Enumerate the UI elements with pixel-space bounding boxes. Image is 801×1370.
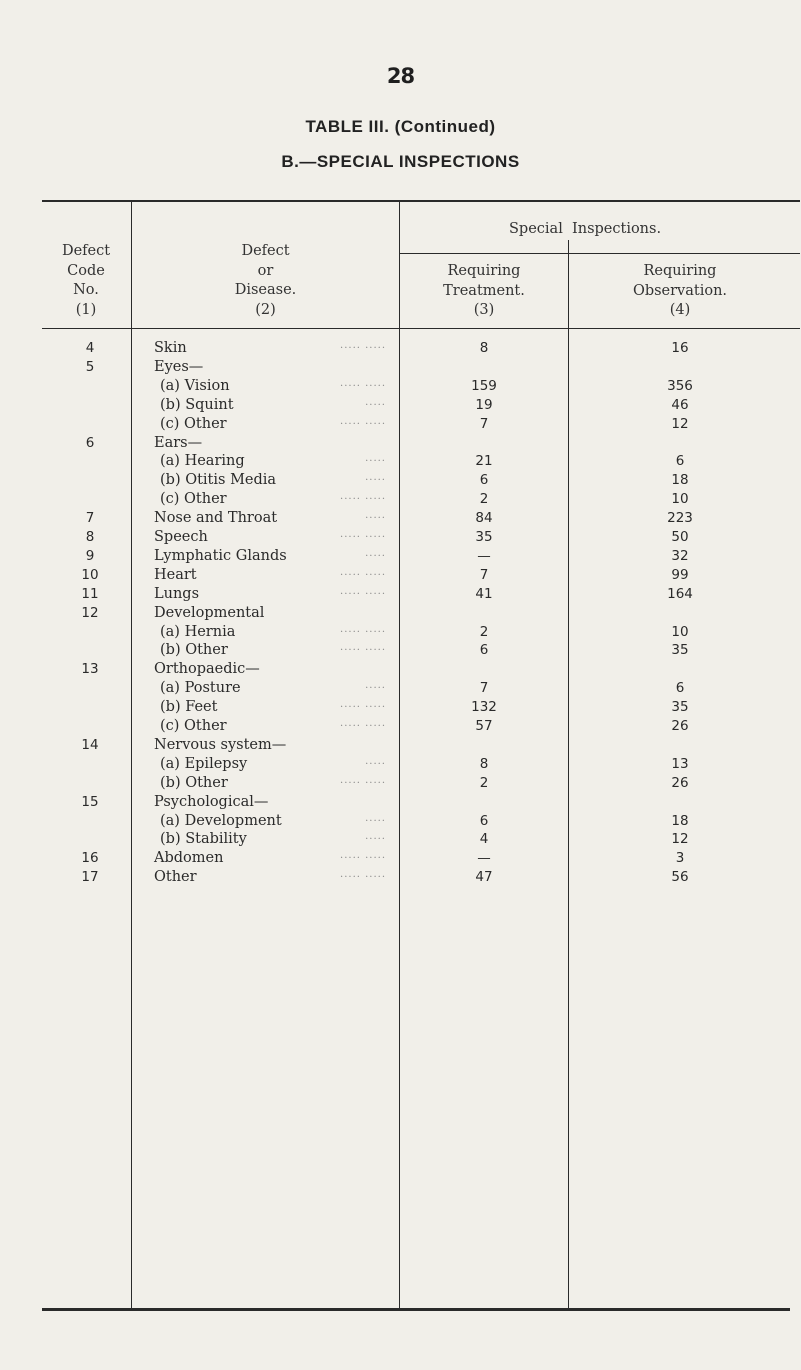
treatment-cell: 8 <box>479 340 489 356</box>
defect-code-cell: 11 <box>81 585 99 602</box>
header-code-line: No. <box>73 282 99 298</box>
defect-label-cell: Skin <box>154 340 187 356</box>
header-code-line: (1) <box>75 301 97 318</box>
defect-label-cell: Other <box>154 869 197 886</box>
leader-dots: ..... <box>365 812 386 824</box>
treatment-cell: 35 <box>475 529 493 545</box>
observation-cell: 6 <box>675 453 685 470</box>
treatment-cell: — <box>477 547 491 564</box>
header-disease <box>132 242 399 320</box>
treatment-cell: 6 <box>479 472 489 489</box>
header-treatment-line: Requiring <box>447 263 521 279</box>
treatment-cell: 41 <box>475 585 493 602</box>
observation-cell: 16 <box>671 340 689 356</box>
treatment-cell: 2 <box>479 623 489 640</box>
treatment-cell: 2 <box>479 491 489 508</box>
defect-code-cell: 7 <box>85 510 95 527</box>
header-disease-line: Defect <box>241 243 290 259</box>
table-subtitle: B.—SPECIAL INSPECTIONS <box>281 152 520 171</box>
defect-label-cell: Ears— <box>154 434 203 451</box>
observation-cell: 12 <box>671 415 689 432</box>
leader-dots: ..... ..... <box>340 774 386 786</box>
observation-cell: 12 <box>671 831 689 848</box>
header-code-line: Code <box>67 262 105 279</box>
table-top-rule <box>42 200 800 202</box>
leader-dots: ..... ..... <box>340 415 386 427</box>
observation-cell: 26 <box>671 718 689 734</box>
observation-cell: 99 <box>671 566 689 583</box>
leader-dots: ..... ..... <box>340 850 386 862</box>
defect-label-cell: (a) Development <box>160 812 282 829</box>
header-disease-line: (2) <box>255 301 276 318</box>
treatment-cell: 8 <box>479 755 489 772</box>
treatment-cell: 6 <box>479 812 489 829</box>
header-observation <box>570 262 790 321</box>
header-treatment <box>400 262 568 321</box>
observation-cell: 223 <box>667 510 693 527</box>
treatment-cell: 2 <box>479 774 489 791</box>
leader-dots: ..... <box>365 547 386 559</box>
defect-code-cell: 10 <box>81 566 99 583</box>
leader-dots: ..... <box>365 396 386 408</box>
table-title: TABLE III. (Continued) <box>305 117 496 136</box>
header-treatment-line: (3) <box>473 302 495 318</box>
defect-label-cell: Abdomen <box>154 850 224 867</box>
observation-cell: 46 <box>671 396 689 413</box>
table-row <box>0 869 801 891</box>
defect-label-cell: (a) Epilepsy <box>160 755 248 772</box>
header-code <box>42 242 130 320</box>
leader-dots: ..... <box>365 472 386 484</box>
defect-label-cell: (b) Squint <box>160 396 234 413</box>
special-split-rule <box>400 253 800 254</box>
defect-code-cell: 15 <box>81 793 99 810</box>
leader-dots: ..... <box>365 831 386 843</box>
treatment-cell: 6 <box>479 642 489 659</box>
defect-label-cell: Lungs <box>154 585 200 602</box>
defect-label-cell: (b) Other <box>160 774 228 791</box>
defect-code-cell: 5 <box>85 358 95 375</box>
defect-label-cell: Nervous system— <box>154 736 287 753</box>
header-treatment-line: Treatment. <box>443 282 525 299</box>
defect-label-cell: Speech <box>154 529 208 545</box>
leader-dots: ..... ..... <box>340 566 386 578</box>
treatment-cell: 57 <box>475 718 493 734</box>
treatment-cell: 159 <box>471 377 497 394</box>
defect-label-cell: Lymphatic Glands <box>154 547 287 564</box>
leader-dots: ..... ..... <box>340 529 386 540</box>
header-observation-line: Observation. <box>632 282 728 299</box>
defect-label-cell: (a) Hearing <box>160 453 245 470</box>
leader-dots: ..... ..... <box>340 491 386 503</box>
defect-label-cell: Developmental <box>154 604 265 621</box>
defect-label-cell: (c) Other <box>160 415 227 432</box>
leader-dots: ..... <box>365 755 386 767</box>
defect-code-cell: 12 <box>81 604 99 621</box>
defect-label-cell: (b) Feet <box>160 699 218 716</box>
defect-label-cell: (c) Other <box>160 491 227 508</box>
observation-cell: 13 <box>671 755 689 772</box>
header-disease-line: or <box>257 262 274 279</box>
defect-label-cell: (b) Otitis Media <box>160 472 277 489</box>
leader-dots: ..... ..... <box>340 340 386 351</box>
observation-cell: 356 <box>667 377 693 394</box>
leader-dots: ..... <box>365 510 386 522</box>
defect-code-cell: 9 <box>85 547 95 564</box>
defect-code-cell: 14 <box>81 736 99 753</box>
defect-code-cell: 17 <box>81 869 99 886</box>
header-disease-line: Disease. <box>234 282 297 298</box>
treatment-cell: 4 <box>479 831 489 848</box>
treatment-cell: 7 <box>479 566 489 583</box>
defect-label-cell: Heart <box>154 566 197 583</box>
defect-label-cell: Psychological— <box>154 793 269 810</box>
observation-cell: 6 <box>675 680 685 697</box>
defect-label-cell: (a) Posture <box>160 680 241 697</box>
defect-label-cell: (a) Hernia <box>160 623 236 640</box>
defect-label-cell: Eyes— <box>154 358 204 375</box>
header-special: Special <box>509 221 563 237</box>
leader-dots: ..... <box>365 453 386 465</box>
header-bottom-rule <box>42 328 800 329</box>
defect-code-cell: 8 <box>85 529 95 545</box>
treatment-cell: — <box>477 850 491 867</box>
treatment-cell: 47 <box>475 869 493 886</box>
defect-label-cell: (b) Stability <box>160 831 247 848</box>
defect-label-cell: (b) Other <box>160 642 228 659</box>
treatment-cell: 7 <box>479 415 489 432</box>
observation-cell: 10 <box>671 491 689 508</box>
leader-dots: ..... ..... <box>340 377 386 389</box>
treatment-cell: 84 <box>475 510 493 527</box>
page-number: 28 <box>386 64 415 88</box>
table-bottom-rule <box>42 1308 790 1311</box>
leader-dots: ..... ..... <box>340 623 386 635</box>
header-observation-line: (4) <box>669 302 691 318</box>
defect-code-cell: 6 <box>85 434 95 451</box>
observation-cell: 35 <box>671 642 689 659</box>
defect-code-cell: 13 <box>81 661 99 678</box>
observation-cell: 18 <box>671 472 689 489</box>
defect-label-cell: (a) Vision <box>160 377 230 394</box>
treatment-cell: 21 <box>475 453 493 470</box>
treatment-cell: 7 <box>479 680 489 697</box>
header-code-line: Defect <box>61 243 111 259</box>
defect-label-cell: Orthopaedic— <box>154 661 260 678</box>
observation-cell: 18 <box>671 812 689 829</box>
leader-dots: ..... ..... <box>340 642 386 654</box>
defect-label-cell: (c) Other <box>160 718 227 734</box>
treatment-cell: 132 <box>471 699 497 716</box>
leader-dots: ..... ..... <box>340 585 386 597</box>
observation-cell: 164 <box>667 585 693 602</box>
observation-cell: 3 <box>675 850 685 867</box>
leader-dots: ..... ..... <box>340 869 386 881</box>
defect-code-cell: 16 <box>81 850 99 867</box>
treatment-cell: 19 <box>475 396 493 413</box>
leader-dots: ..... ..... <box>340 699 386 711</box>
defect-label-cell: Nose and Throat <box>154 510 278 527</box>
observation-cell: 50 <box>671 529 689 545</box>
defect-code-cell: 4 <box>85 340 95 356</box>
header-observation-line: Requiring <box>643 263 717 279</box>
observation-cell: 35 <box>671 699 689 716</box>
observation-cell: 26 <box>671 774 689 791</box>
leader-dots: ..... <box>365 680 386 692</box>
observation-cell: 32 <box>671 547 689 564</box>
observation-cell: 56 <box>671 869 689 886</box>
observation-cell: 10 <box>671 623 689 640</box>
header-inspections: Inspections. <box>572 221 662 237</box>
leader-dots: ..... ..... <box>340 718 386 729</box>
